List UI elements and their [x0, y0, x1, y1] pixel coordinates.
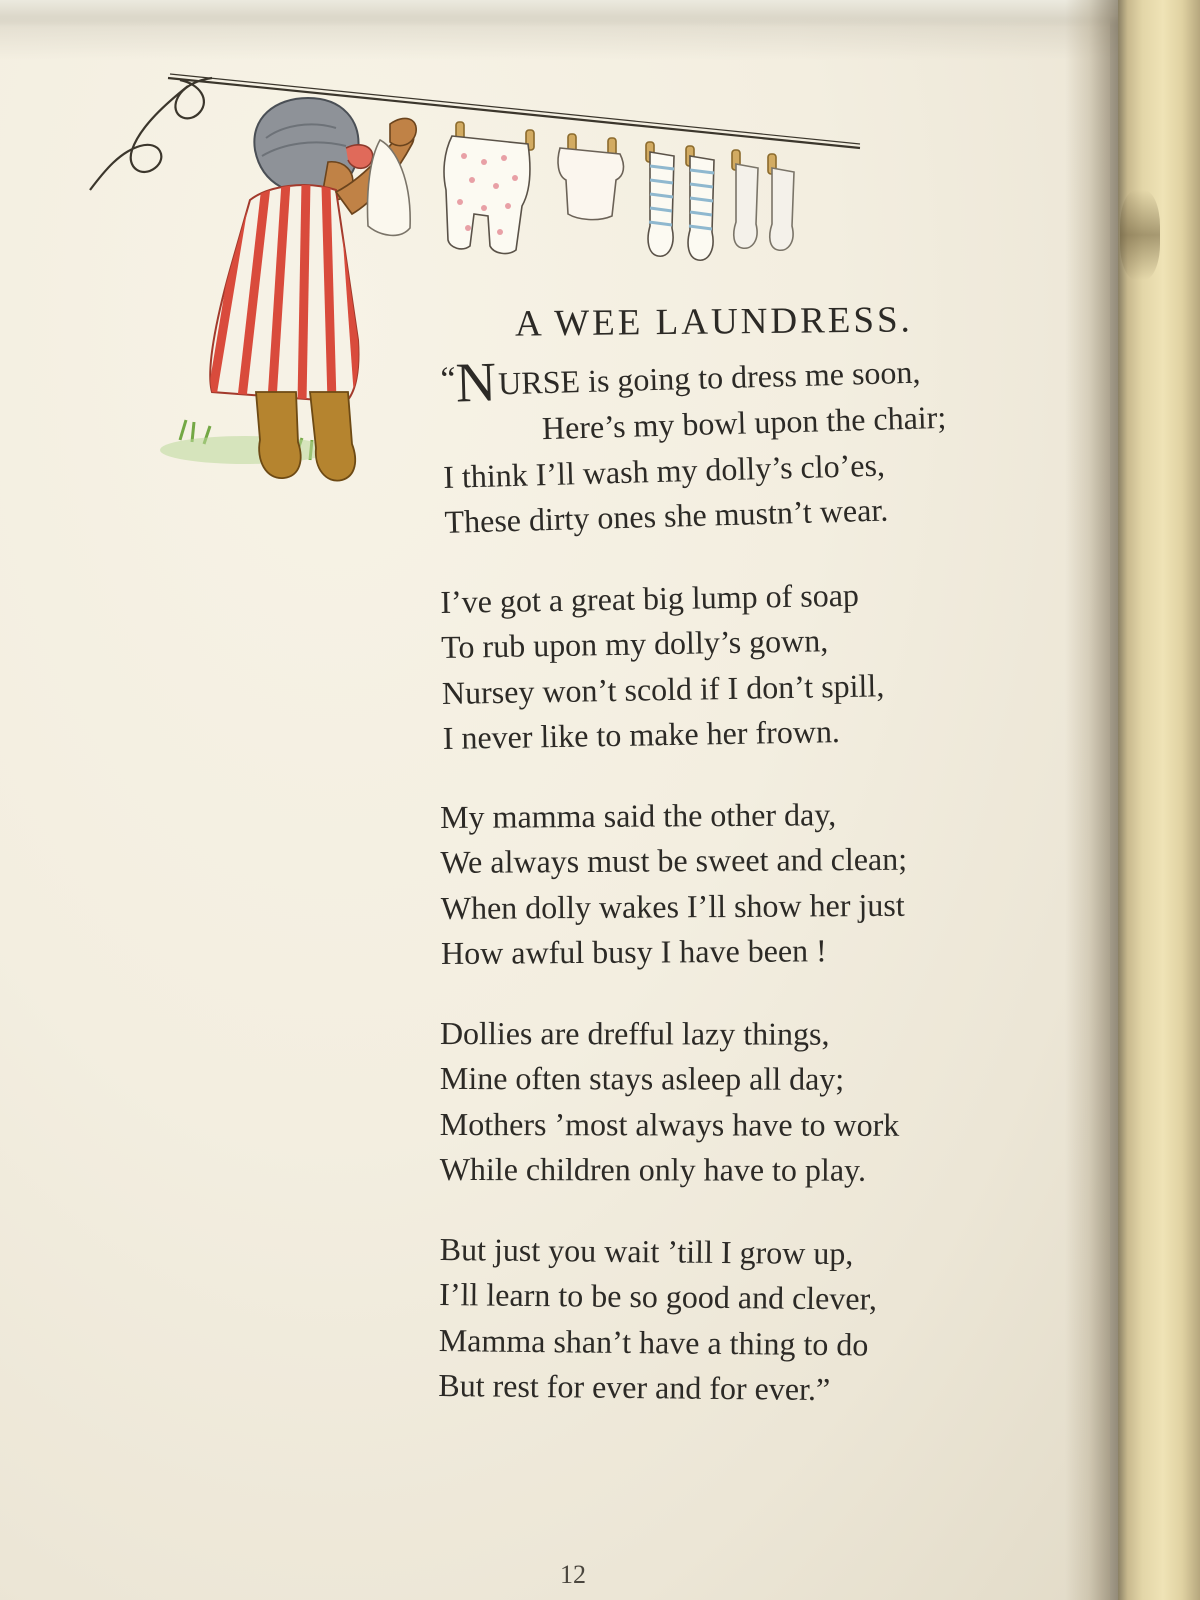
page-number: 12 [560, 1560, 586, 1589]
stanza-1 [440, 341, 1085, 546]
poem-line: When dolly wakes I’ll show her just [440, 887, 905, 927]
poem-line: We always must be sweet and clean; [440, 841, 908, 881]
poem-line: Dollies are drefful lazy things, [439, 1015, 830, 1052]
poem-line: Mine often stays asleep all day; [439, 1060, 845, 1098]
poem-line: My mamma said the other day, [440, 796, 837, 836]
poem-line: Here’s my bowl upon the chair; [541, 399, 947, 447]
poem-line: To rub upon my dolly’s gown, [440, 622, 829, 666]
poem-line-text: URSE is going to dress me soon, [497, 353, 921, 402]
stanza-5 [438, 1227, 1080, 1415]
hanging-garments [444, 122, 794, 260]
garment-sock-4 [770, 168, 794, 250]
poem-line: I’ve got a great big lump of soap [440, 576, 860, 620]
poem-line: But rest for ever and for ever.” [438, 1367, 831, 1408]
stanza-3 [440, 791, 1081, 977]
poem-line: I never like to make her frown. [442, 713, 841, 756]
stanza-2 [440, 569, 1083, 762]
garment-sock-3 [734, 164, 758, 248]
poem-line: I think I’ll wash my dolly’s clo’es, [442, 446, 886, 495]
poem-line: Mothers ’most always have to work [439, 1106, 900, 1143]
grass-patch [160, 436, 330, 464]
poem-line: While children only have to play. [439, 1151, 866, 1189]
page-title: A WEE LAUNDRESS. [514, 299, 914, 345]
poem-line: How awful busy I have been ! [440, 933, 827, 972]
stanza-4 [440, 1011, 1080, 1194]
garment-shirt [558, 148, 623, 220]
drop-cap-letter: N [454, 351, 498, 415]
open-quote: “ [440, 360, 457, 398]
garment-romper [444, 136, 530, 253]
poem-line: I’ll learn to be so good and clever, [439, 1276, 878, 1317]
hair-ribbon [346, 145, 373, 168]
poem-line: But just you wait ’till I grow up, [439, 1230, 854, 1272]
poem-line: These dirty ones she mustn’t wear. [444, 491, 889, 541]
page-top-highlight [0, 0, 1200, 26]
boot-right [310, 392, 355, 481]
book-gutter-notch [1120, 190, 1160, 280]
poem-line: Nursey won’t scold if I don’t spill, [441, 666, 885, 711]
poem-line: Mamma shan’t have a thing to do [438, 1321, 869, 1363]
poem-text-block [440, 300, 1080, 1443]
girl-figure [210, 98, 416, 481]
boot-left [256, 392, 301, 478]
